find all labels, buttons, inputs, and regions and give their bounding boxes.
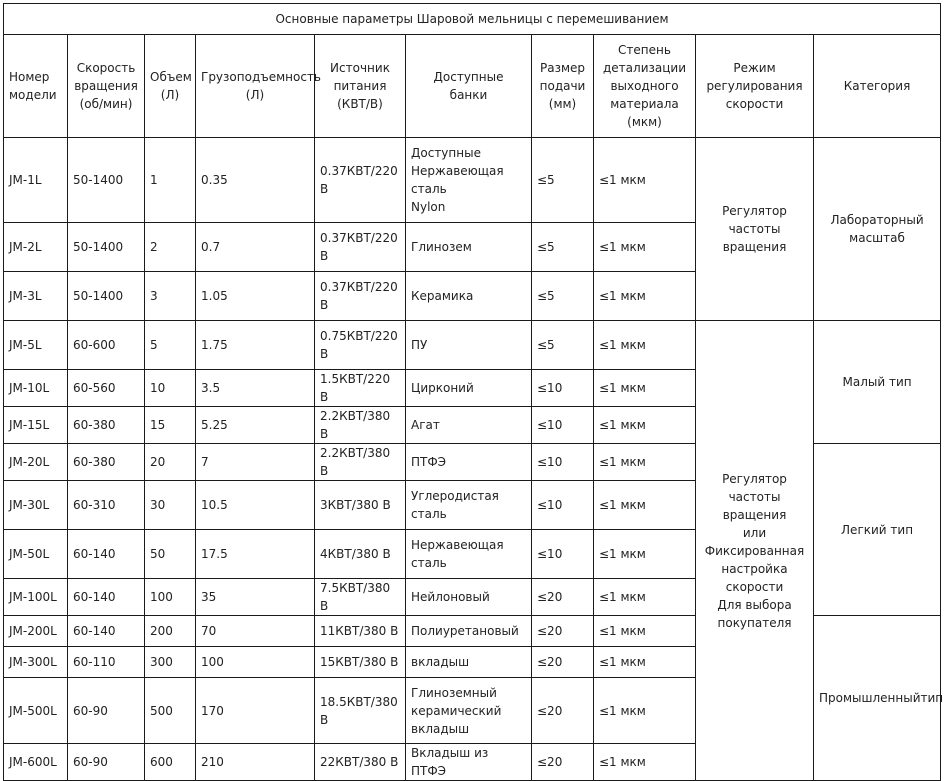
jars-cell-line: ПТФЭ: [411, 455, 447, 469]
power-cell-line: 22КВТ/380 В: [320, 755, 399, 769]
feed-cell: ≤20: [532, 744, 594, 781]
output-cell: ≤1 мкм: [594, 616, 696, 647]
header-power: [315, 35, 406, 138]
feed-cell: ≤5: [532, 321, 594, 370]
power-cell: [315, 481, 406, 530]
feed-cell: ≤10: [532, 407, 594, 444]
header-model: [4, 35, 68, 138]
header-text: (мм): [548, 97, 577, 111]
model-cell: JM-20L: [4, 444, 68, 481]
volume-cell: 5: [145, 321, 196, 370]
speed-cell: 60-140: [68, 579, 145, 616]
jars-cell-line: Глиноземный: [411, 685, 497, 700]
capacity-cell: 0.7: [196, 223, 315, 272]
header-text: Режим: [733, 61, 776, 75]
power-cell-line: 3КВТ/380 В: [320, 498, 391, 512]
jars-cell-line: Нержавеющая: [411, 164, 504, 178]
power-cell: [315, 321, 406, 370]
header-text: выходного: [610, 79, 679, 93]
volume-cell: 50: [145, 530, 196, 579]
power-cell: [315, 678, 406, 744]
parameters-table: [3, 3, 944, 781]
power-cell-line: 4КВТ/380 В: [320, 547, 391, 561]
jars-cell: [406, 407, 532, 444]
power-cell: [315, 647, 406, 678]
jars-cell: [406, 444, 532, 481]
model-cell: JM-500L: [4, 678, 68, 744]
header-text: Степень: [618, 43, 671, 57]
volume-cell: 1: [145, 138, 196, 223]
feed-cell: ≤10: [532, 370, 594, 407]
speed-cell: 50-1400: [68, 223, 145, 272]
category-cell: [814, 138, 941, 321]
category-line: Промышленныйтип: [819, 691, 944, 705]
mode-line: Фиксированная: [704, 543, 805, 558]
power-cell-line: 0.37КВТ/220: [320, 164, 398, 178]
mode-line: Для выбора: [717, 597, 792, 612]
power-cell-line: 0.37КВТ/220: [320, 231, 398, 245]
jars-cell-line: Углеродистая: [411, 489, 499, 503]
volume-cell: 20: [145, 444, 196, 481]
feed-cell: ≤10: [532, 530, 594, 579]
header-category: [814, 35, 941, 138]
table-row: [4, 321, 941, 370]
feed-cell: ≤10: [532, 444, 594, 481]
jars-cell-line: Нержавеющая: [411, 538, 504, 552]
speed-cell: 60-560: [68, 370, 145, 407]
mode-cell: [696, 138, 814, 321]
capacity-cell: 170: [196, 678, 315, 744]
category-cell: [814, 616, 944, 781]
power-cell: [315, 370, 406, 407]
volume-cell: 100: [145, 579, 196, 616]
power-cell-line: 11КВТ/380 В: [320, 624, 399, 638]
power-cell-line: 2.2КВТ/380 В: [320, 446, 391, 478]
model-cell: JM-10L: [4, 370, 68, 407]
mode-line: или: [742, 525, 767, 540]
mode-line: настройка: [721, 561, 788, 576]
capacity-cell: 5.25: [196, 407, 315, 444]
speed-cell: 60-110: [68, 647, 145, 678]
jars-cell-line: вкладыш: [411, 655, 470, 669]
capacity-cell: 100: [196, 647, 315, 678]
jars-cell: [406, 481, 532, 530]
jars-cell-line: Керамика: [411, 289, 474, 303]
output-cell: ≤1 мкм: [594, 407, 696, 444]
jars-cell: [406, 370, 532, 407]
model-cell: JM-2L: [4, 223, 68, 272]
capacity-cell: 0.35: [196, 138, 315, 223]
model-cell: JM-1L: [4, 138, 68, 223]
volume-cell: 600: [145, 744, 196, 781]
header-text: (Л): [160, 88, 180, 102]
output-cell: ≤1 мкм: [594, 272, 696, 321]
jars-cell-line: сталь: [411, 556, 447, 570]
volume-cell: 2: [145, 223, 196, 272]
power-cell: [315, 579, 406, 616]
mode-line: покупателя: [717, 615, 792, 630]
jars-cell-line: Агат: [411, 418, 440, 432]
feed-cell: ≤5: [532, 223, 594, 272]
volume-cell: 3: [145, 272, 196, 321]
volume-cell: 300: [145, 647, 196, 678]
volume-cell: 10: [145, 370, 196, 407]
mode-cell: [696, 321, 814, 781]
header-text: материала: [610, 97, 679, 111]
output-cell: ≤1 мкм: [594, 223, 696, 272]
jars-cell: [406, 530, 532, 579]
header-text: (об/мин): [79, 97, 133, 111]
header-output: [594, 35, 696, 138]
model-cell: JM-600L: [4, 744, 68, 781]
jars-cell: [406, 321, 532, 370]
mode-line: частоты вращения: [722, 489, 787, 522]
header-text: Объем: [150, 70, 192, 84]
jars-cell: [406, 616, 532, 647]
mode-line: Регулятор: [722, 204, 787, 218]
volume-cell: 30: [145, 481, 196, 530]
speed-cell: 60-380: [68, 444, 145, 481]
jars-cell: [406, 744, 532, 781]
table-title: Основные параметры Шаровой мельницы с перемешиванием: [4, 4, 941, 35]
header-text: Номер: [9, 70, 50, 84]
mode-line: частоты вращения: [722, 222, 787, 254]
jars-cell: [406, 678, 532, 744]
volume-cell: 15: [145, 407, 196, 444]
output-cell: ≤1 мкм: [594, 138, 696, 223]
power-cell-line: 18.5КВТ/380: [320, 694, 398, 709]
power-cell: [315, 272, 406, 321]
capacity-cell: 3.5: [196, 370, 315, 407]
header-text: (мкм): [627, 115, 662, 129]
model-cell: JM-200L: [4, 616, 68, 647]
jars-cell-line: ПУ: [411, 338, 428, 352]
category-line: Лабораторный: [830, 213, 924, 227]
header-feed: [532, 35, 594, 138]
jars-cell-line: керамический: [411, 703, 502, 718]
output-cell: ≤1 мкм: [594, 530, 696, 579]
power-cell: [315, 407, 406, 444]
capacity-cell: 70: [196, 616, 315, 647]
header-volume: [145, 35, 196, 138]
capacity-cell: 210: [196, 744, 315, 781]
power-cell-line: 2.2КВТ/380 В: [320, 409, 391, 441]
power-cell: [315, 530, 406, 579]
jars-cell-line: Nylon: [411, 200, 446, 214]
speed-cell: 60-90: [68, 744, 145, 781]
header-text: Доступные: [433, 70, 504, 84]
speed-cell: 60-140: [68, 616, 145, 647]
feed-cell: ≤5: [532, 138, 594, 223]
model-cell: JM-15L: [4, 407, 68, 444]
header-text: подачи: [539, 79, 586, 93]
power-cell-line: В: [320, 298, 329, 312]
jars-cell-line: Вкладыш из ПТФЭ: [411, 746, 489, 778]
header-text: регулирования: [706, 79, 803, 93]
power-cell-line: 0.75КВТ/220: [320, 329, 398, 343]
speed-cell: 60-380: [68, 407, 145, 444]
header-text: вращения: [74, 79, 138, 93]
feed-cell: ≤20: [532, 579, 594, 616]
power-cell-line: 0.37КВТ/220: [320, 280, 398, 294]
header-jars: [406, 35, 532, 138]
jars-cell: [406, 272, 532, 321]
output-cell: ≤1 мкм: [594, 370, 696, 407]
output-cell: ≤1 мкм: [594, 321, 696, 370]
header-text: Скорость: [76, 61, 136, 75]
header-text: (Л): [245, 88, 265, 102]
output-cell: ≤1 мкм: [594, 678, 696, 744]
category-line: масштаб: [849, 231, 905, 245]
power-cell-line: 15КВТ/380 В: [320, 655, 399, 669]
output-cell: ≤1 мкм: [594, 481, 696, 530]
power-cell-line: 7.5КВТ/380 В: [320, 581, 391, 613]
output-cell: ≤1 мкм: [594, 579, 696, 616]
feed-cell: ≤10: [532, 481, 594, 530]
table-title-row: [4, 4, 941, 35]
jars-cell-line: вкладыш: [411, 721, 470, 736]
header-text: детализации: [603, 61, 686, 75]
capacity-cell: 17.5: [196, 530, 315, 579]
header-speed: [68, 35, 145, 138]
mode-line: скорости: [725, 579, 784, 594]
header-text: Категория: [843, 79, 911, 93]
jars-cell-line: Нейлоновый: [411, 590, 490, 604]
category-line: Малый тип: [842, 375, 912, 389]
table-row: [4, 138, 941, 223]
power-cell: [315, 616, 406, 647]
power-cell-line: В: [320, 182, 329, 196]
power-cell-line: В: [320, 712, 329, 727]
jars-cell-line: Цирконий: [411, 381, 474, 395]
jars-cell-line: сталь: [411, 507, 447, 521]
header-text: скорости: [725, 97, 784, 111]
model-cell: JM-100L: [4, 579, 68, 616]
header-text: питания: [333, 79, 387, 93]
capacity-cell: 35: [196, 579, 315, 616]
feed-cell: ≤5: [532, 272, 594, 321]
power-cell: [315, 444, 406, 481]
category-line: Легкий тип: [841, 522, 914, 537]
power-cell-line: В: [320, 347, 329, 361]
power-cell: [315, 223, 406, 272]
header-capacity: [196, 35, 322, 138]
capacity-cell: 7: [196, 444, 315, 481]
category-cell: [814, 444, 941, 616]
output-cell: ≤1 мкм: [594, 444, 696, 481]
capacity-cell: 10.5: [196, 481, 315, 530]
feed-cell: ≤20: [532, 616, 594, 647]
capacity-cell: 1.75: [196, 321, 315, 370]
speed-cell: 60-310: [68, 481, 145, 530]
header-text: Источник: [330, 61, 390, 75]
header-text: Размер: [539, 61, 586, 75]
volume-cell: 500: [145, 678, 196, 744]
jars-cell: [406, 579, 532, 616]
power-cell: [315, 744, 406, 781]
jars-cell: [406, 223, 532, 272]
volume-cell: 200: [145, 616, 196, 647]
speed-cell: 60-140: [68, 530, 145, 579]
header-row: [4, 35, 941, 138]
speed-cell: 50-1400: [68, 272, 145, 321]
jars-cell-line: Полиуретановый: [411, 624, 519, 638]
speed-cell: 50-1400: [68, 138, 145, 223]
model-cell: JM-3L: [4, 272, 68, 321]
model-cell: JM-50L: [4, 530, 68, 579]
power-cell-line: 1.5КВТ/220 В: [320, 372, 391, 404]
header-text: Грузоподъемность: [201, 70, 322, 84]
power-cell-line: В: [320, 249, 329, 263]
jars-cell: [406, 138, 532, 223]
power-cell: [315, 138, 406, 223]
mode-line: Регулятор: [722, 471, 787, 486]
category-cell: [814, 321, 941, 444]
model-cell: JM-30L: [4, 481, 68, 530]
feed-cell: ≤20: [532, 678, 594, 744]
output-cell: ≤1 мкм: [594, 647, 696, 678]
jars-cell-line: Глинозем: [411, 240, 472, 254]
jars-cell: [406, 647, 532, 678]
feed-cell: ≤20: [532, 647, 594, 678]
header-text: банки: [449, 88, 488, 102]
header-text: модели: [9, 88, 57, 102]
model-cell: JM-300L: [4, 647, 68, 678]
jars-cell-line: сталь: [411, 182, 447, 196]
jars-cell-line: Доступные: [411, 146, 481, 160]
capacity-cell: 1.05: [196, 272, 315, 321]
output-cell: ≤1 мкм: [594, 744, 696, 781]
speed-cell: 60-600: [68, 321, 145, 370]
speed-cell: 60-90: [68, 678, 145, 744]
header-text: (КВТ/В): [337, 97, 383, 111]
header-mode: [696, 35, 814, 138]
model-cell: JM-5L: [4, 321, 68, 370]
